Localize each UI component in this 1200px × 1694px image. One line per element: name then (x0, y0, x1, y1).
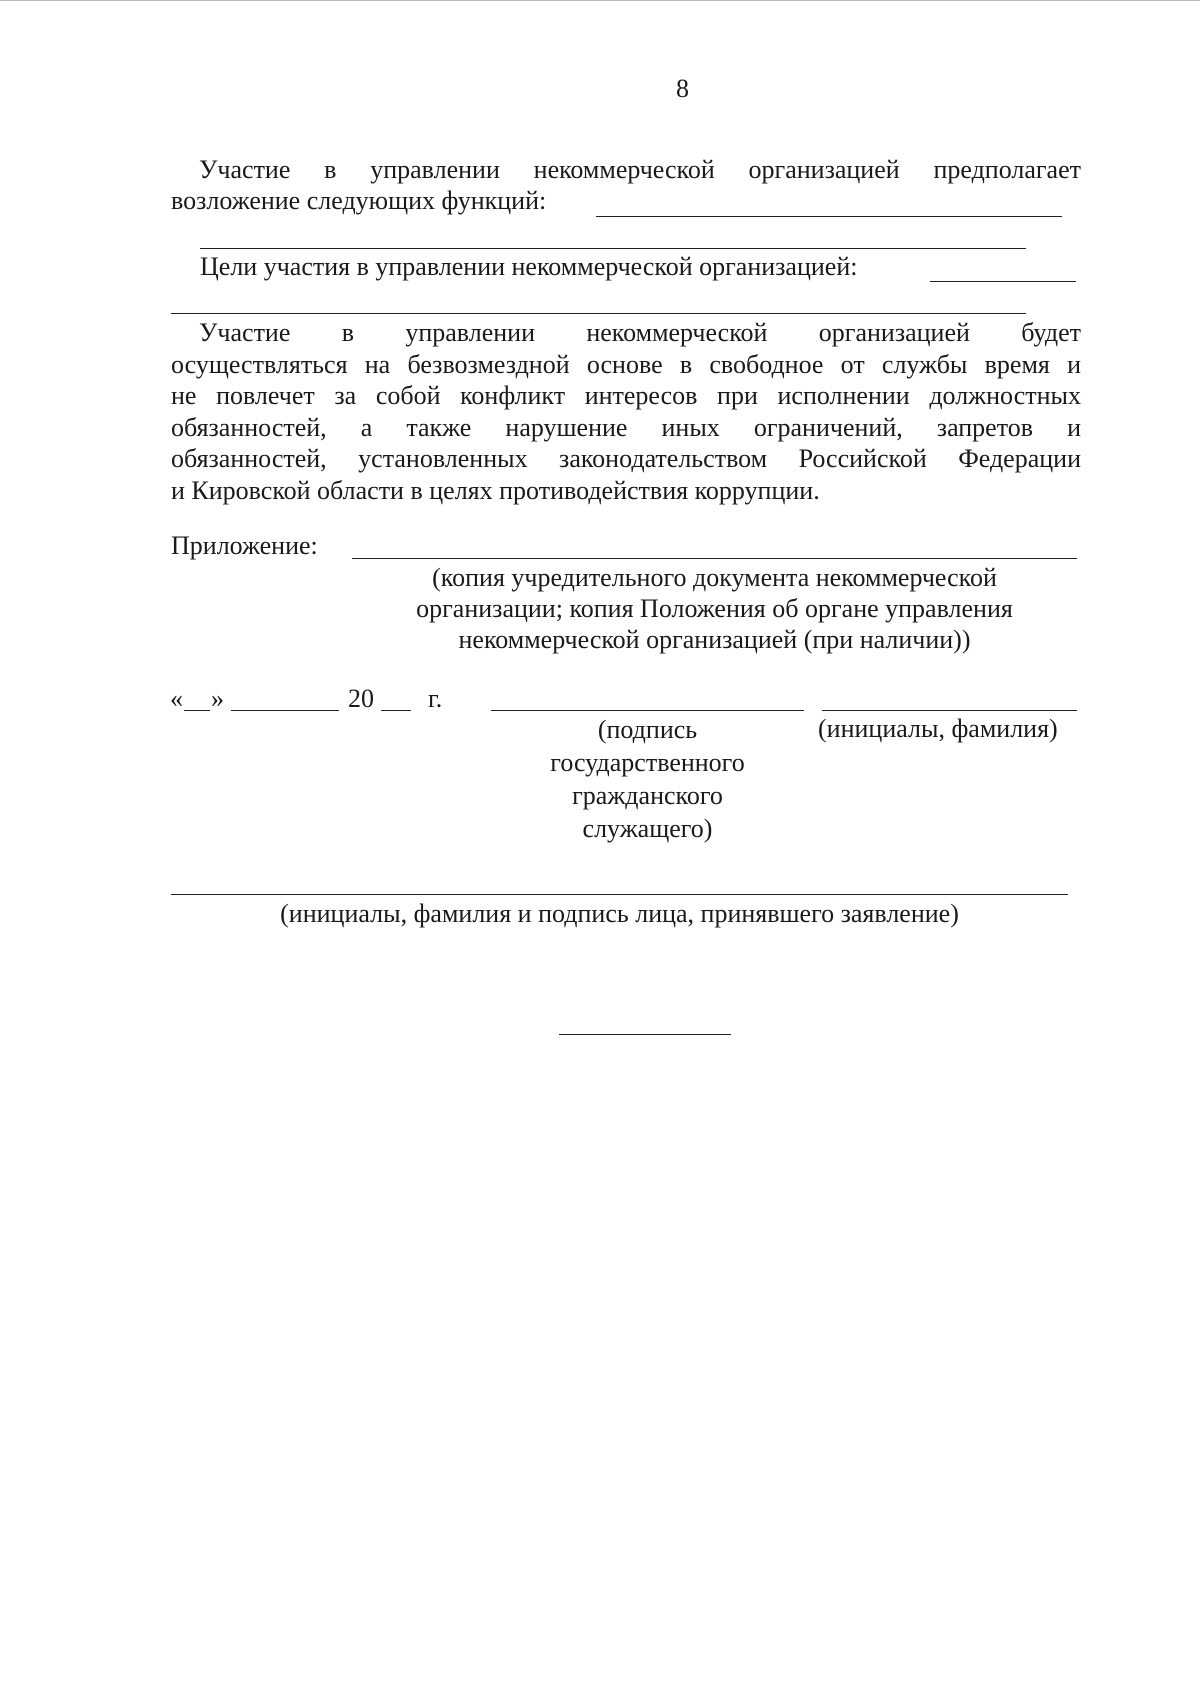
goals-blank-line-1[interactable] (930, 281, 1076, 282)
appendix-blank-line[interactable] (352, 558, 1077, 559)
body-line: осуществляться на безвозмездной основе в свободное от службы время и (171, 349, 1081, 379)
receiver-blank[interactable] (171, 894, 1068, 895)
appendix-note-line: (копия учредительного документа некоммерческой (432, 563, 997, 592)
initials-blank[interactable] (822, 710, 1077, 711)
body-line: и Кировской области в целях противодействия коррупции. (171, 475, 820, 505)
signature-caption-line: служащего) (582, 814, 713, 843)
date-year-prefix: 20 (348, 684, 374, 713)
appendix-note-line: некоммерческой организацией (при наличии)) (458, 625, 971, 654)
signature-caption-line: (подпись (597, 715, 698, 744)
signature-caption-line: государственного (550, 748, 745, 777)
appendix-note (352, 562, 1077, 655)
date-open-quote: « (170, 684, 183, 713)
page-number: 8 (676, 74, 689, 103)
functions-blank-line-1[interactable] (596, 216, 1062, 217)
date-year-blank[interactable] (381, 710, 411, 711)
goals-blank-line-2[interactable] (171, 313, 1026, 314)
page-top-edge (0, 0, 1200, 1)
goals-line: Цели участия в управлении некоммерческой организацией: (200, 252, 858, 281)
body-line: обязанностей, а также нарушение иных ограничений, запретов и (171, 412, 1081, 442)
receiver-caption: (инициалы, фамилия и подпись лица, принявшего заявление) (280, 899, 959, 928)
signature-blank[interactable] (491, 710, 804, 711)
date-suffix: г. (428, 684, 443, 713)
date-day-blank[interactable] (184, 710, 210, 711)
functions-blank-line-2[interactable] (200, 248, 1026, 249)
date-month-blank[interactable] (231, 710, 339, 711)
initials-caption: (инициалы, фамилия) (818, 714, 1058, 743)
date-close-quote: » (211, 684, 224, 713)
end-separator (559, 1034, 731, 1035)
body-line: не повлечет за собой конфликт интересов при исполнении должностных (171, 381, 1081, 410)
functions-line-2: возложение следующих функций: (171, 186, 547, 215)
appendix-note-line: организации; копия Положения об органе управления (416, 594, 1013, 623)
functions-paragraph (171, 154, 1081, 186)
signature-caption (491, 713, 804, 845)
functions-line-1: Участие в управлении некоммерческой организацией предполагает (199, 155, 1081, 184)
body-line: Участие в управлении некоммерческой организацией будет (199, 318, 1081, 347)
body-paragraph (171, 317, 1081, 506)
appendix-label: Приложение: (171, 531, 318, 560)
body-line: обязанностей, установленных законодательством Российской Федерации (171, 444, 1081, 473)
signature-caption-line: гражданского (572, 781, 723, 810)
